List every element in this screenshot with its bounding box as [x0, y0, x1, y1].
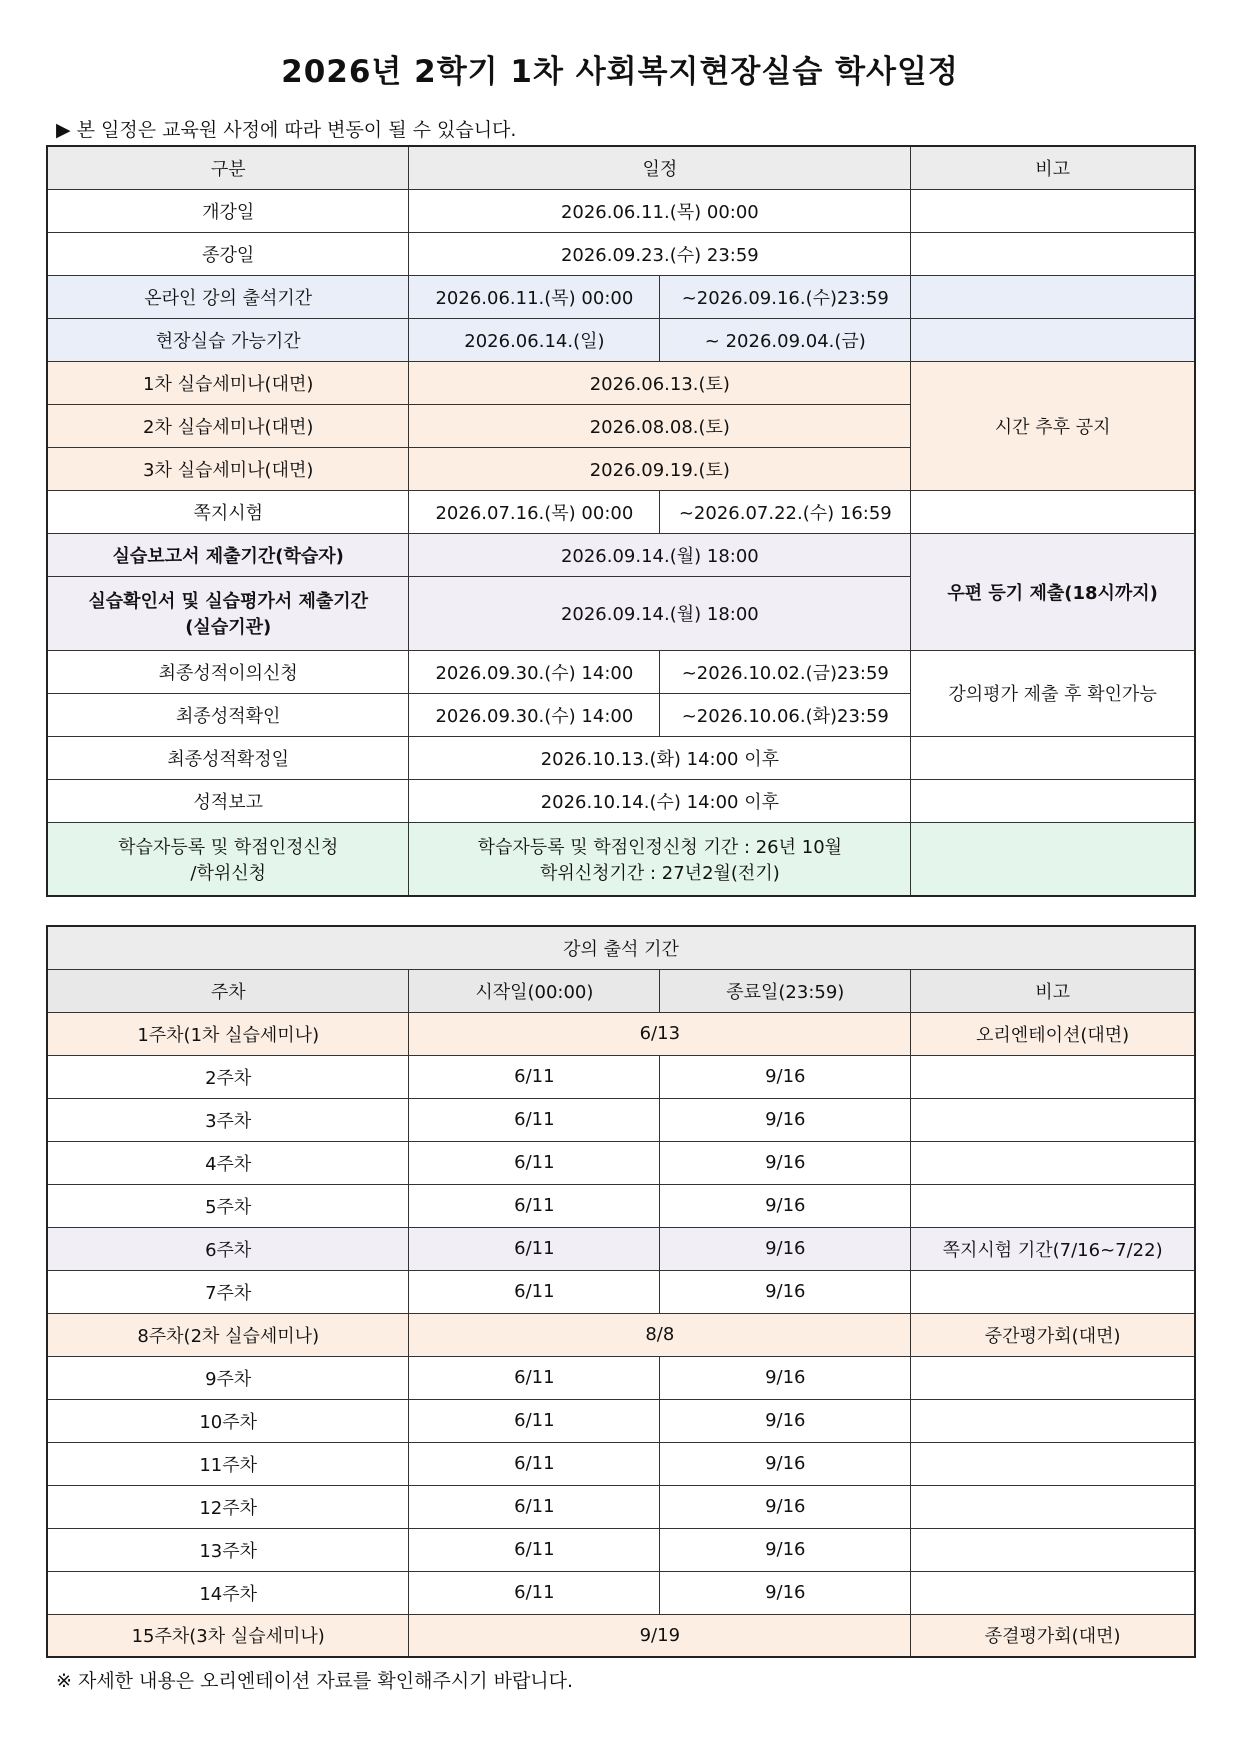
row-end: ~ 2026.09.04.(금): [660, 318, 911, 361]
week-start: 6/11: [409, 1356, 660, 1399]
week-note: [911, 1270, 1195, 1313]
week-note: [911, 1442, 1195, 1485]
row-label: [47, 822, 409, 896]
row-objection: [47, 650, 1195, 693]
header-end: 종료일(23:59): [660, 969, 911, 1012]
week-label: 2주차: [47, 1055, 409, 1098]
row-date: [409, 822, 911, 896]
week-row: [47, 1442, 1195, 1485]
week-end: 9/16: [660, 1227, 911, 1270]
row-seminar-1: [47, 361, 1195, 404]
week-note: 중간평가회(대면): [911, 1313, 1195, 1356]
row-start: 2026.09.30.(수) 14:00: [409, 650, 660, 693]
seminar-note: 시간 추후 공지: [911, 361, 1195, 490]
header-category: 구분: [47, 146, 409, 189]
week-row: [47, 1528, 1195, 1571]
row-date: 2026.06.11.(목) 00:00: [409, 189, 911, 232]
week-note: [911, 1485, 1195, 1528]
week-row: [47, 1184, 1195, 1227]
row-open: [47, 189, 1195, 232]
row-grade-report: [47, 779, 1195, 822]
week-label: 10주차: [47, 1399, 409, 1442]
row-label: 실습보고서 제출기간(학습자): [47, 533, 409, 576]
row-label: 2차 실습세미나(대면): [47, 404, 409, 447]
week-label: 13주차: [47, 1528, 409, 1571]
row-note: [911, 490, 1195, 533]
week-start: 6/11: [409, 1227, 660, 1270]
row-date: 2026.09.23.(수) 23:59: [409, 232, 911, 275]
row-close: [47, 232, 1195, 275]
row-field-practice: [47, 318, 1195, 361]
week-label: 4주차: [47, 1141, 409, 1184]
schedule-table: [46, 145, 1196, 897]
row-date-line1: 학습자등록 및 학점인정신청 기간 : 26년 10월: [477, 836, 843, 858]
row-label: 개강일: [47, 189, 409, 232]
week-row-15: [47, 1614, 1195, 1657]
week-end: 9/16: [660, 1270, 911, 1313]
schedule-header-row: [47, 146, 1195, 189]
week-date: 9/19: [409, 1614, 911, 1657]
row-date: 2026.06.13.(토): [409, 361, 911, 404]
row-date: 2026.08.08.(토): [409, 404, 911, 447]
header-week: 주차: [47, 969, 409, 1012]
week-end: 9/16: [660, 1528, 911, 1571]
week-end: 9/16: [660, 1399, 911, 1442]
week-end: 9/16: [660, 1571, 911, 1614]
schedule-notice: ▶ 본 일정은 교육원 사정에 따라 변동이 될 수 있습니다.: [56, 119, 517, 141]
row-label-line1: 실습확인서 및 실습평가서 제출기간: [88, 591, 369, 612]
row-note: [911, 275, 1195, 318]
week-note: 종결평가회(대면): [911, 1614, 1195, 1657]
attendance-title: 강의 출석 기간: [47, 926, 1195, 969]
row-date: 2026.10.14.(수) 14:00 이후: [409, 779, 911, 822]
week-note: [911, 1571, 1195, 1614]
week-label: 7주차: [47, 1270, 409, 1313]
week-start: 6/11: [409, 1485, 660, 1528]
row-label: 성적보고: [47, 779, 409, 822]
week-note: [911, 1141, 1195, 1184]
week-label: 8주차(2차 실습세미나): [47, 1313, 409, 1356]
page-title: 2026년 2학기 1차 사회복지현장실습 학사일정: [281, 54, 959, 90]
week-row: [47, 1270, 1195, 1313]
week-note: [911, 1356, 1195, 1399]
row-online-attendance: [47, 275, 1195, 318]
row-date: 2026.09.19.(토): [409, 447, 911, 490]
header-start: 시작일(00:00): [409, 969, 660, 1012]
row-end: ~2026.07.22.(수) 16:59: [660, 490, 911, 533]
row-label: 최종성적이의신청: [47, 650, 409, 693]
week-note: 쪽지시험 기간(7/16~7/22): [911, 1227, 1195, 1270]
week-end: 9/16: [660, 1141, 911, 1184]
week-label: 14주차: [47, 1571, 409, 1614]
week-note: [911, 1528, 1195, 1571]
week-start: 6/11: [409, 1270, 660, 1313]
week-start: 6/11: [409, 1528, 660, 1571]
week-row: [47, 1571, 1195, 1614]
week-date: 8/8: [409, 1313, 911, 1356]
row-end: ~2026.10.06.(화)23:59: [660, 693, 911, 736]
attendance-table: [46, 925, 1196, 1658]
week-note: [911, 1098, 1195, 1141]
week-row-8: [47, 1313, 1195, 1356]
row-label-line1: 학습자등록 및 학점인정신청: [118, 836, 339, 858]
row-label: 3차 실습세미나(대면): [47, 447, 409, 490]
report-note: 우편 등기 제출(18시까지): [911, 533, 1195, 650]
attendance-header-row: [47, 969, 1195, 1012]
row-date: 2026.09.14.(월) 18:00: [409, 576, 911, 650]
week-row: [47, 1055, 1195, 1098]
week-start: 6/11: [409, 1141, 660, 1184]
grade-note: 강의평가 제출 후 확인가능: [911, 650, 1195, 736]
week-row: [47, 1227, 1195, 1270]
week-start: 6/11: [409, 1184, 660, 1227]
week-row: [47, 1141, 1195, 1184]
row-note: [911, 232, 1195, 275]
row-label: 최종성적확정일: [47, 736, 409, 779]
week-row: [47, 1485, 1195, 1528]
week-row-1: [47, 1012, 1195, 1055]
row-label: [47, 576, 409, 650]
row-note: [911, 318, 1195, 361]
week-label: 6주차: [47, 1227, 409, 1270]
row-label: 1차 실습세미나(대면): [47, 361, 409, 404]
row-date: 2026.09.14.(월) 18:00: [409, 533, 911, 576]
row-note: [911, 779, 1195, 822]
week-label: 9주차: [47, 1356, 409, 1399]
week-end: 9/16: [660, 1098, 911, 1141]
row-note: [911, 189, 1195, 232]
week-end: 9/16: [660, 1356, 911, 1399]
week-label: 1주차(1차 실습세미나): [47, 1012, 409, 1055]
week-row: [47, 1356, 1195, 1399]
week-end: 9/16: [660, 1055, 911, 1098]
header-note: 비고: [911, 969, 1195, 1012]
week-end: 9/16: [660, 1184, 911, 1227]
row-start: 2026.07.16.(목) 00:00: [409, 490, 660, 533]
row-label: 종강일: [47, 232, 409, 275]
week-label: 3주차: [47, 1098, 409, 1141]
week-date: 6/13: [409, 1012, 911, 1055]
row-end: ~2026.09.16.(수)23:59: [660, 275, 911, 318]
row-label: 최종성적확인: [47, 693, 409, 736]
week-note: [911, 1399, 1195, 1442]
row-date: 2026.10.13.(화) 14:00 이후: [409, 736, 911, 779]
row-start: 2026.06.14.(일): [409, 318, 660, 361]
week-note: [911, 1184, 1195, 1227]
row-label-line2: (실습기관): [185, 617, 272, 638]
week-label: 11주차: [47, 1442, 409, 1485]
row-grade-final: [47, 736, 1195, 779]
row-label: 현장실습 가능기간: [47, 318, 409, 361]
row-label: 온라인 강의 출석기간: [47, 275, 409, 318]
header-schedule: 일정: [409, 146, 911, 189]
week-row: [47, 1098, 1195, 1141]
row-report: [47, 533, 1195, 576]
row-label-line2: /학위신청: [190, 862, 267, 884]
row-note: [911, 822, 1195, 896]
row-label: 쪽지시험: [47, 490, 409, 533]
week-start: 6/11: [409, 1571, 660, 1614]
row-quiz: [47, 490, 1195, 533]
row-start: 2026.09.30.(수) 14:00: [409, 693, 660, 736]
footnote: ※ 자세한 내용은 오리엔테이션 자료를 확인해주시기 바랍니다.: [56, 1670, 574, 1692]
week-start: 6/11: [409, 1098, 660, 1141]
row-end: ~2026.10.02.(금)23:59: [660, 650, 911, 693]
week-note: [911, 1055, 1195, 1098]
week-row: [47, 1399, 1195, 1442]
week-start: 6/11: [409, 1055, 660, 1098]
row-date-line2: 학위신청기간 : 27년2월(전기): [539, 862, 780, 884]
week-start: 6/11: [409, 1399, 660, 1442]
week-label: 15주차(3차 실습세미나): [47, 1614, 409, 1657]
week-end: 9/16: [660, 1442, 911, 1485]
row-start: 2026.06.11.(목) 00:00: [409, 275, 660, 318]
week-end: 9/16: [660, 1485, 911, 1528]
header-note: 비고: [911, 146, 1195, 189]
week-label: 5주차: [47, 1184, 409, 1227]
attendance-title-row: [47, 926, 1195, 969]
week-note: 오리엔테이션(대면): [911, 1012, 1195, 1055]
row-note: [911, 736, 1195, 779]
week-start: 6/11: [409, 1442, 660, 1485]
row-register: [47, 822, 1195, 896]
week-label: 12주차: [47, 1485, 409, 1528]
